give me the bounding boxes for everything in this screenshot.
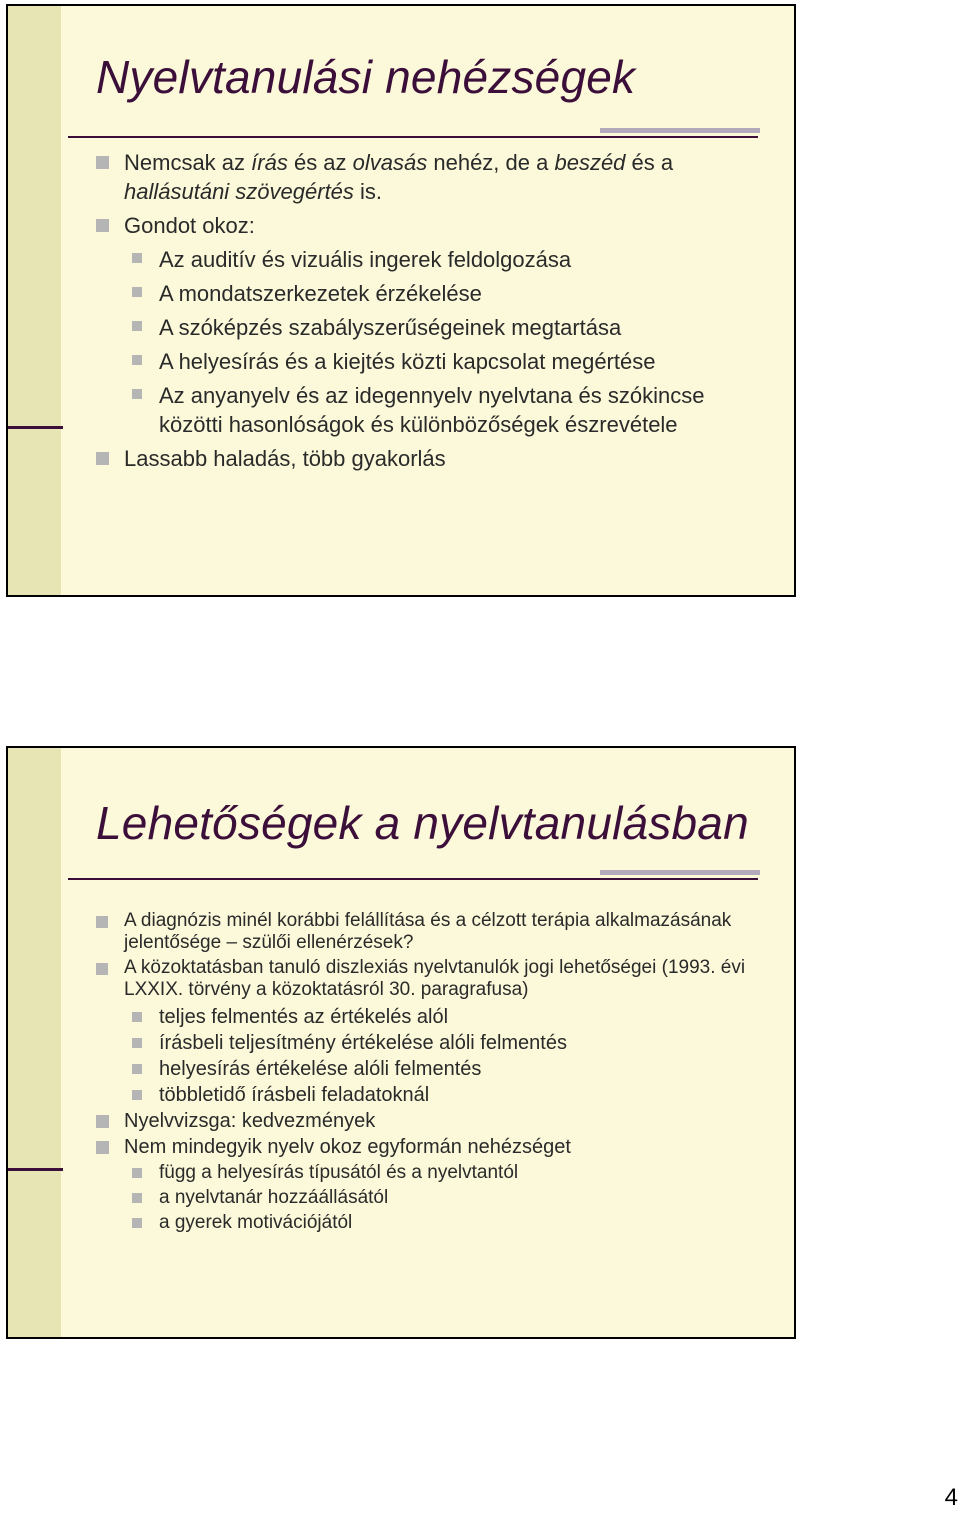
list-item-text: helyesírás értékelése alóli felmentés xyxy=(159,1058,482,1080)
list-item-text: Az auditív és vizuális ingerek feldolgozása xyxy=(159,247,572,272)
side-tick-mark xyxy=(8,1168,63,1171)
list-item-text: írásbeli teljesítmény értékelése alóli felmentés xyxy=(159,1032,567,1054)
list-item-text: A helyesírás és a kiejtés közti kapcsolat megértése xyxy=(159,349,656,374)
sub-list-item xyxy=(96,1210,774,1235)
list-item-text: Nem mindegyik nyelv okoz egyformán nehézséget xyxy=(124,1136,571,1158)
text-run: Nemcsak az xyxy=(124,150,252,175)
square-bullet-icon xyxy=(132,1090,142,1100)
slide-title: Nyelvtanulási nehézségek xyxy=(96,51,636,103)
list-item xyxy=(96,1108,774,1134)
square-bullet-icon xyxy=(132,355,142,365)
emphasized-text: olvasás xyxy=(352,150,428,175)
square-bullet-icon xyxy=(132,389,142,399)
list-item-text: teljes felmentés az értékelés alól xyxy=(159,1006,449,1028)
square-bullet-icon xyxy=(132,1064,142,1074)
title-underline xyxy=(68,136,758,138)
sub-list-item xyxy=(96,1082,774,1108)
square-bullet-icon xyxy=(132,321,142,331)
list-item xyxy=(96,211,774,240)
square-bullet-icon xyxy=(132,1038,142,1048)
square-bullet-icon xyxy=(132,1218,142,1228)
title-underline xyxy=(68,878,758,880)
slide-1 xyxy=(6,4,796,597)
text-run: nehéz, de a xyxy=(427,150,555,175)
list-item-text: Az anyanyelv és az idegennyelv nyelvtana és szókincse közötti hasonlóságok és különbözőségek észrevétele xyxy=(159,383,705,437)
list-item xyxy=(96,1134,774,1160)
slide-side-bar xyxy=(8,748,61,1337)
title-accent-bar xyxy=(600,870,760,875)
bullet-list xyxy=(96,148,774,478)
bullet-list xyxy=(96,910,774,1235)
list-item-text: Nyelvvizsga: kedvezmények xyxy=(124,1110,376,1132)
text-run: és az xyxy=(287,150,353,175)
square-bullet-icon xyxy=(96,219,109,232)
emphasized-text: hallásutáni szövegértés xyxy=(124,179,354,204)
sub-list-item xyxy=(96,1004,774,1030)
list-item xyxy=(96,148,774,206)
sub-list-item xyxy=(96,347,774,376)
list-item-text: többletidő írásbeli feladatoknál xyxy=(159,1084,430,1106)
square-bullet-icon xyxy=(132,1168,142,1178)
list-item-text: Gondot okoz: xyxy=(124,213,255,238)
sub-list-item xyxy=(96,381,774,439)
list-item-text: A szóképzés szabályszerűségeinek megtartása xyxy=(159,315,622,340)
list-item-text: a gyerek motivációjától xyxy=(159,1212,353,1233)
title-accent-bar xyxy=(600,128,760,133)
list-item-text: függ a helyesírás típusától és a nyelvtantól xyxy=(159,1162,519,1183)
square-bullet-icon xyxy=(132,253,142,263)
slide-2 xyxy=(6,746,796,1339)
list-item-text: A közoktatásban tanuló diszlexiás nyelvtanulók jogi lehetőségei (1993. évi LXXIX. törvény a közoktatásról 30. paragrafusa) xyxy=(124,957,746,1000)
square-bullet-icon xyxy=(96,452,109,465)
list-item-text xyxy=(124,148,774,206)
sub-list-item xyxy=(96,1030,774,1056)
text-run: és a xyxy=(625,150,674,175)
sub-list-item xyxy=(96,1185,774,1210)
list-item-text: a nyelvtanár hozzáállásától xyxy=(159,1187,389,1208)
sub-list-item xyxy=(96,279,774,308)
slide-title: Lehetőségek a nyelvtanulásban xyxy=(96,797,749,849)
square-bullet-icon xyxy=(96,1115,109,1128)
square-bullet-icon xyxy=(96,963,108,975)
square-bullet-icon xyxy=(96,156,109,169)
text-run: is. xyxy=(353,179,383,204)
page-number: 4 xyxy=(944,1484,958,1511)
square-bullet-icon xyxy=(132,1193,142,1203)
square-bullet-icon xyxy=(96,916,108,928)
list-item xyxy=(96,910,774,954)
square-bullet-icon xyxy=(132,1012,142,1022)
side-tick-mark xyxy=(8,426,63,429)
square-bullet-icon xyxy=(132,287,142,297)
list-item xyxy=(96,444,774,473)
square-bullet-icon xyxy=(96,1141,109,1154)
list-item-text: A mondatszerkezetek érzékelése xyxy=(159,281,482,306)
sub-list-item xyxy=(96,245,774,274)
list-item xyxy=(96,957,774,1001)
emphasized-text: beszéd xyxy=(554,150,626,175)
list-item-text: Lassabb haladás, több gyakorlás xyxy=(124,446,446,471)
list-item-text: A diagnózis minél korábbi felállítása és a célzott terápia alkalmazásának jelentősége – szülői ellenérzések? xyxy=(124,910,732,953)
emphasized-text: írás xyxy=(251,150,288,175)
slide-side-bar xyxy=(8,6,61,595)
sub-list-item xyxy=(96,1160,774,1185)
sub-list-item xyxy=(96,313,774,342)
sub-list-item xyxy=(96,1056,774,1082)
